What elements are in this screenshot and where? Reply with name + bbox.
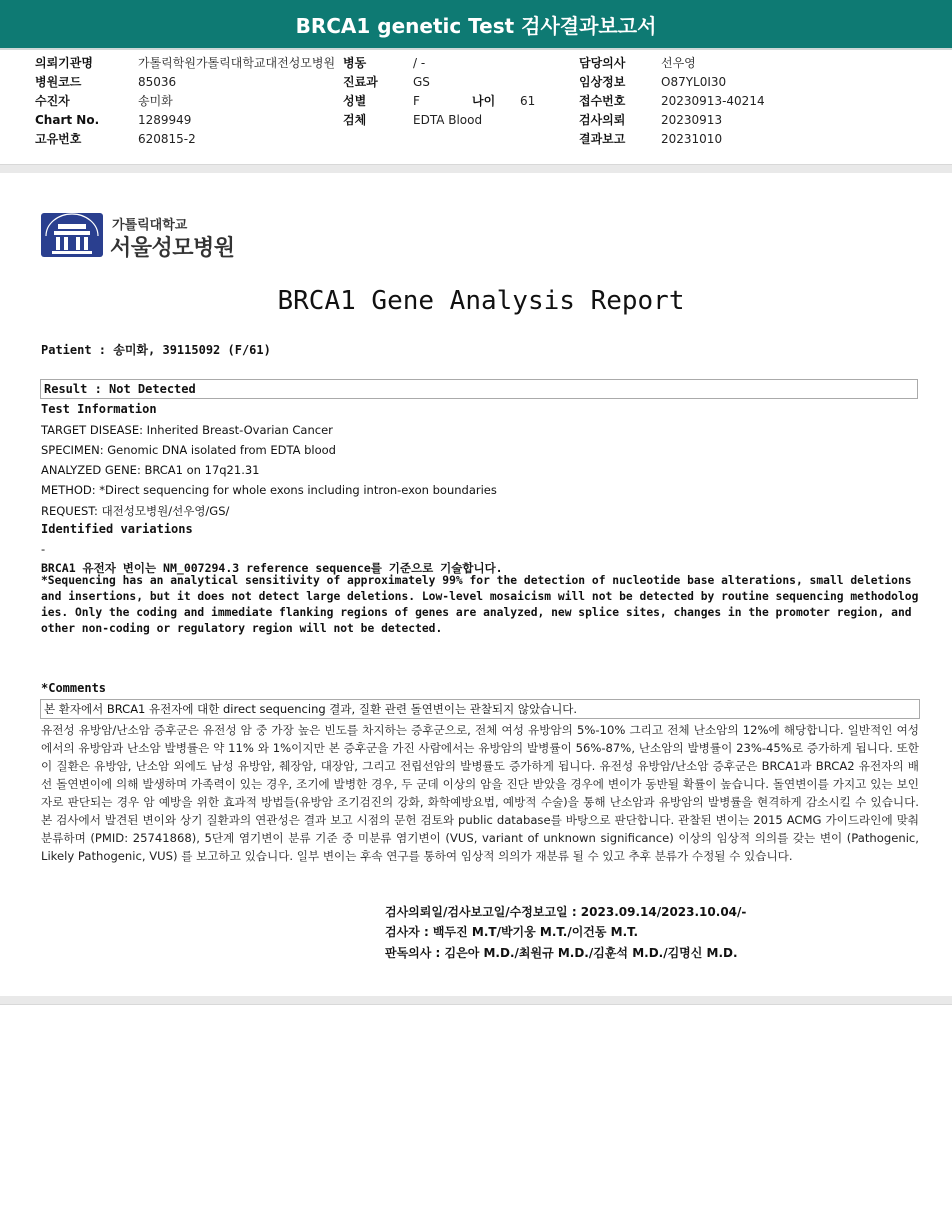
variations-value: - — [41, 542, 46, 556]
info-label: 접수번호 — [579, 94, 626, 108]
info-label: 임상정보 — [579, 75, 626, 89]
info-value: O87YL0I30 — [661, 75, 727, 89]
info-value: 20230913 — [661, 113, 723, 127]
result-box: Result : Not Detected — [40, 379, 918, 399]
info-value: GS — [413, 75, 430, 89]
report-title: BRCA1 Gene Analysis Report — [277, 286, 685, 316]
section-divider — [0, 164, 952, 173]
reference-note: BRCA1 유전자 변이는 NM_007294.3 reference sequence를 기준으로 기술합니다. — [41, 561, 503, 575]
comment-body: 유전성 유방암/난소암 증후군은 유전성 암 중 가장 높은 빈도를 차지하는 증후군으로, 전체 여성 유방암의 5%-10% 그리고 전체 난소암의 12%에 해당합니다. 일반적인 여성에서의 유방암과 난소암 발병률은 약 11% 와 1%이지만 본 증후군을 가진 사람에서는 유방암의 발병률이 56%-87%, 난소암의 발병률이 23%-45%로 증가하게 됩니다. 또한 이 질환은 유방암, 난소암 외에도 남성 유방암, 췌장암, 대장암, 그리고 전립선암의 발병률도 증가하게 됩니다. 유전성 유방암/난소암 증후군은 BRCA1과 BRCA2 유전자의 배선 돌연변이에 의해 발생하며 가족력이 있는 경우, 조기에 발병한 경우, 두 군데 이상의 암을 진단 받았을 경우에 변이가 동반될 확률이 높습니다. 돌연변이를 가지고 있는 보인자로 판단되는 경우 암 예방을 위한 효과적 방법들(유방암 조기검진의 강화, 화학예방요법, 예방적 수술)을 통해 난소암과 유방암의 발병률을 현격하게 감소시킬 수 있습니다. 본 검사에서 발견된 변이와 상기 질환과의 연관성은 결과 보고 시점의 문헌 검토와 public database를 바탕으로 판단합니다. 관찰된 변이는 2015 ACMG 가이드라인에 맞춰 분류하며 (PMID: 25741868), 5단계 염기변이 분류 기준 중 미분류 염기변이 (VUS, variant of unknown significance) 이상의 임상적 의의를 갖는 변이 (Pathogenic, Likely Pathogenic, VUS) 를 보고하고 있습니다. 일부 변이는 후속 연구를 통하여 임상적 의의가 재분류 될 수 있고 추후 분류가 수정될 수 있습니다. — [41, 723, 919, 863]
info-value: EDTA Blood — [413, 113, 483, 127]
info-label: Chart No. — [35, 113, 100, 127]
info-value: 선우영 — [661, 56, 696, 70]
info-label: 검사의뢰 — [579, 113, 626, 127]
method-line: METHOD: *Direct sequencing for whole exons including intron-exon boundaries — [41, 483, 497, 497]
info-value: 620815-2 — [138, 132, 196, 146]
comment-summary-box: 본 환자에서 BRCA1 유전자에 대한 direct sequencing 결과, 질환 관련 돌연변이는 관찰되지 않았습니다. — [40, 699, 920, 719]
info-value: 85036 — [138, 75, 177, 89]
hospital-subtitle: 가톨릭대학교 — [112, 218, 188, 233]
target-disease-line: TARGET DISEASE: Inherited Breast-Ovarian Cancer — [41, 423, 333, 437]
info-label: 진료과 — [343, 75, 378, 89]
info-column-1 — [35, 54, 335, 149]
patient-line: Patient : 송미화, 39115092 (F/61) — [41, 343, 271, 357]
info-value: 가톨릭학원가톨릭대학교대전성모병원 — [138, 56, 336, 70]
analyzed-gene-line: ANALYZED GENE: BRCA1 on 17q21.31 — [41, 463, 260, 477]
specimen-line: SPECIMEN: Genomic DNA isolated from EDTA blood — [41, 443, 336, 457]
info-value: 20231010 — [661, 132, 723, 146]
sensitivity-note: *Sequencing has an analytical sensitivity of approximately 99% for the detection of nucleotide base alterations, small deletions and insertions, but it does not detect large deletions. Low-level mosaicism will not be detected by routine sequencing methodologies. Only the coding and immediate flanking regions of genes are analyzed, new splice sites, changes in the promoter region, and other non-coding or regulatory region will not be detected. — [41, 574, 919, 635]
info-value: 송미화 — [138, 94, 173, 108]
info-value: 20230913-40214 — [661, 94, 765, 108]
variations-heading: Identified variations — [41, 522, 193, 536]
info-label: 의뢰기관명 — [35, 56, 93, 70]
test-info-heading: Test Information — [41, 402, 157, 416]
age-value: 61 — [520, 94, 536, 108]
info-value: / - — [413, 56, 426, 70]
hospital-name: 서울성모병원 — [110, 236, 235, 261]
info-value: 1289949 — [138, 113, 192, 127]
report-dates: 검사의뢰일/검사보고일/수정보고일 : 2023.09.14/2023.10.04/- — [385, 905, 747, 919]
physicians-line: 판독의사 : 김은아 M.D./최원규 M.D./김훈석 M.D./김명신 M.D. — [385, 946, 738, 960]
info-label: 수진자 — [35, 94, 70, 108]
info-column-2 — [343, 54, 535, 130]
age-label: 나이 — [472, 94, 496, 108]
info-label: 결과보고 — [579, 132, 626, 146]
comments-heading: *Comments — [41, 681, 107, 695]
info-column-3 — [579, 54, 765, 149]
info-label: 성별 — [343, 94, 367, 108]
request-line: REQUEST: 대전성모병원/선우영/GS/ — [41, 504, 230, 518]
info-label: 담당의사 — [579, 56, 626, 70]
report-header-title: BRCA1 genetic Test 검사결과보고서 — [0, 0, 952, 50]
info-label: 고유번호 — [35, 132, 82, 146]
technicians-line: 검사자 : 백두진 M.T/박기웅 M.T./이건동 M.T. — [385, 925, 639, 939]
info-label: 검체 — [343, 113, 367, 127]
info-label: 병원코드 — [35, 75, 82, 89]
info-value: F — [413, 94, 420, 108]
section-divider — [0, 996, 952, 1005]
info-label: 병동 — [343, 56, 367, 70]
hospital-logo-icon — [40, 212, 104, 258]
